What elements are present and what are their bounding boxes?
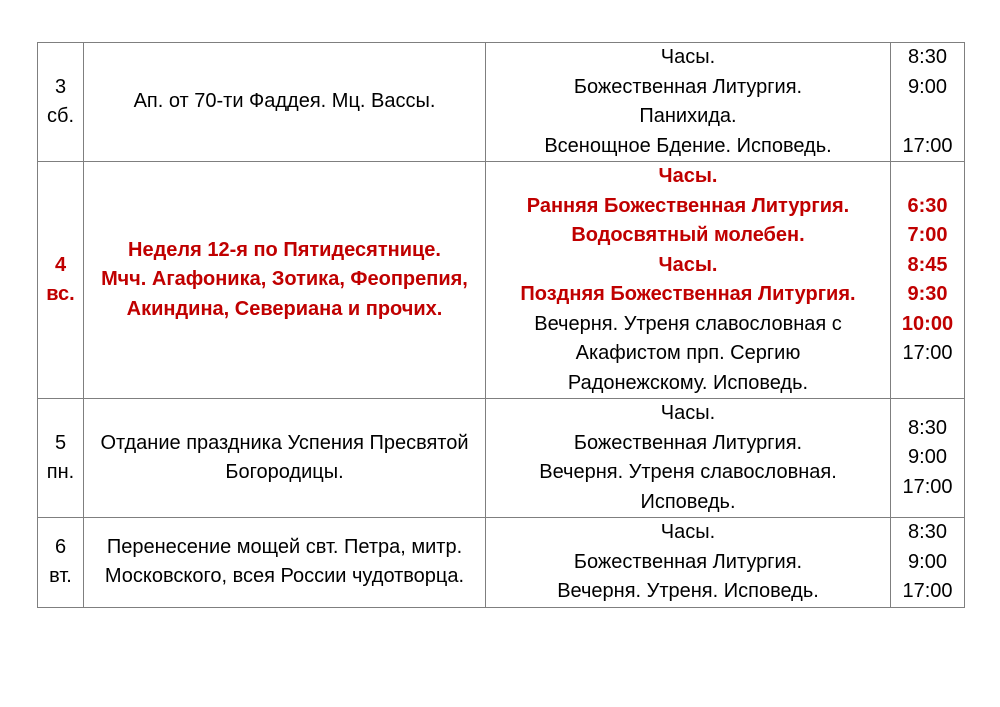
service-line: Часы. — [660, 402, 716, 424]
service-line: Радонежскому. Исповедь. — [567, 371, 809, 394]
weekday: пн. — [46, 461, 75, 483]
time-spacer — [893, 102, 962, 132]
service-line: Вечерня. Утреня. Исповедь. — [557, 580, 819, 602]
feast-cell — [84, 162, 486, 399]
service-time: 9:00 — [908, 550, 947, 573]
date-cell — [38, 162, 84, 399]
services-cell — [486, 518, 891, 608]
service-line: Панихида. — [639, 105, 737, 127]
service-line: Всенощное Бдение. Исповедь. — [544, 134, 832, 157]
feast-line: Мчч. Агафоника, Зотика, Феопрепия, — [101, 268, 468, 291]
service-line: Ранняя Божественная Литургия. — [526, 194, 850, 217]
feast-line: Акиндина, Севериана и прочих. — [126, 297, 443, 320]
feast-line: Ап. от 70-ти Фаддея. Мц. Вассы. — [133, 90, 436, 113]
service-time: 17:00 — [902, 342, 953, 364]
service-line: Поздняя Божественная Литургия. — [520, 283, 856, 305]
schedule-row — [38, 399, 965, 518]
times-cell — [891, 162, 965, 399]
date-cell — [38, 43, 84, 162]
services-cell — [486, 162, 891, 399]
service-time: 8:45 — [907, 253, 948, 276]
services-cell — [486, 399, 891, 518]
feast-line: Богородицы. — [225, 461, 344, 483]
service-schedule-table — [37, 42, 965, 608]
service-time: 9:00 — [908, 75, 947, 98]
service-time: 7:00 — [907, 224, 948, 246]
service-line: Часы. — [658, 253, 718, 276]
day-number: 3 — [54, 75, 67, 98]
service-time: 9:00 — [908, 446, 947, 469]
service-time: 10:00 — [901, 312, 954, 335]
feast-cell — [84, 518, 486, 608]
service-line: Часы. — [658, 165, 718, 187]
service-time: 17:00 — [902, 580, 953, 602]
service-time: 8:30 — [908, 521, 947, 543]
service-line: Вечерня. Утреня славословная. — [539, 461, 837, 483]
service-line: Часы. — [660, 46, 716, 68]
date-cell — [38, 399, 84, 518]
service-line: Водосвятный молебен. — [571, 224, 805, 246]
feast-cell — [84, 43, 486, 162]
service-line: Божественная Литургия. — [573, 431, 803, 454]
feast-line: Московского, всея России чудотворца. — [104, 565, 465, 588]
service-time: 17:00 — [902, 475, 953, 498]
day-number: 5 — [54, 431, 67, 454]
service-line: Часы. — [660, 521, 716, 543]
service-time: 8:30 — [908, 46, 947, 68]
service-time: 6:30 — [907, 194, 948, 217]
feast-line: Перенесение мощей свт. Петра, митр. — [106, 535, 463, 558]
feast-cell — [84, 399, 486, 518]
service-line: Исповедь. — [640, 490, 736, 513]
feast-line: Отдание праздника Успения Пресвятой — [100, 431, 469, 454]
times-cell — [891, 518, 965, 608]
times-cell — [891, 43, 965, 162]
service-line: Вечерня. Утреня славословная с — [534, 312, 842, 335]
service-line: Акафистом прп. Сергию — [575, 342, 801, 364]
day-number: 6 — [54, 535, 67, 558]
schedule-row — [38, 162, 965, 399]
service-time: 8:30 — [908, 416, 947, 439]
service-time: 9:30 — [907, 283, 948, 305]
service-time: 17:00 — [902, 134, 953, 157]
date-cell — [38, 518, 84, 608]
weekday: вс. — [46, 283, 75, 305]
times-cell — [891, 399, 965, 518]
feast-line: Неделя 12-я по Пятидесятнице. — [128, 238, 441, 261]
day-number: 4 — [54, 253, 67, 276]
schedule-row — [38, 518, 965, 608]
weekday: сб. — [46, 105, 74, 127]
schedule-row — [38, 43, 965, 162]
service-line: Божественная Литургия. — [573, 75, 803, 98]
services-cell — [486, 43, 891, 162]
weekday: вт. — [49, 565, 72, 588]
service-line: Божественная Литургия. — [573, 550, 803, 573]
